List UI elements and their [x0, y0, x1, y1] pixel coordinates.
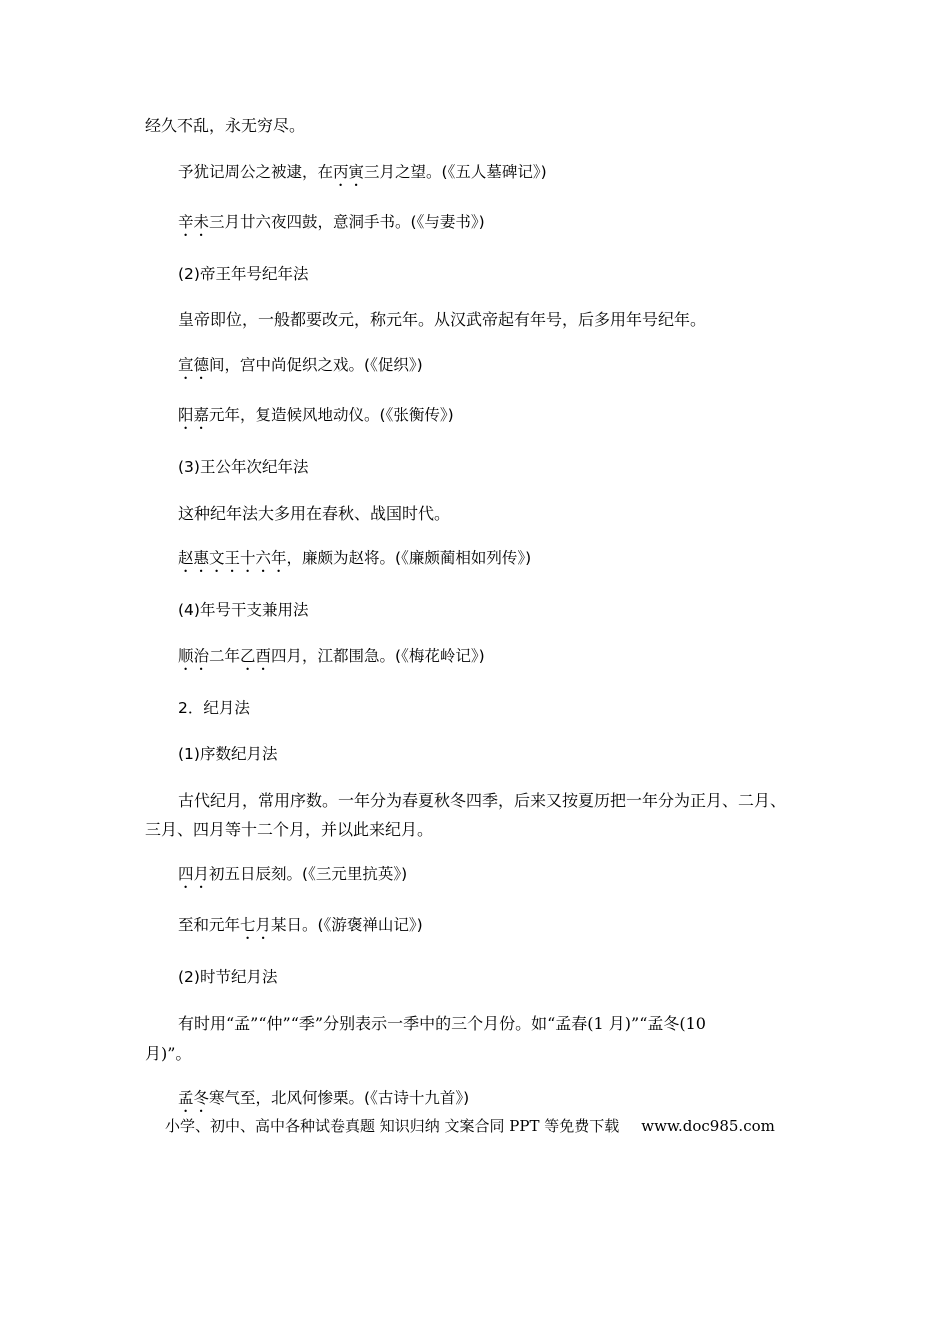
paragraph-line: 经久不乱，永无穷尽。: [145, 116, 306, 135]
example-text: 予犹记周公之被逮，在: [178, 163, 334, 181]
example-text: 三月之望。(《五人墓碑记》): [364, 163, 547, 181]
example-text: 初五日辰刻。(《三元里抗英》): [209, 865, 408, 883]
example-text: 四月，江都围急。(《梅花岭记》): [271, 647, 485, 665]
footer-url[interactable]: www.doc985.com: [641, 1117, 775, 1135]
example-line: [178, 162, 547, 190]
paragraph-line: 皇帝即位，一般都要改元，称元年。从汉武帝起有年号，后多用年号纪年。: [178, 310, 707, 329]
example-line: [178, 646, 485, 674]
example-text: ，廉颇为赵将。(《廉颇蔺相如列传》): [286, 549, 532, 567]
emphasized-text: 赵惠文王十六年: [178, 549, 287, 567]
example-text: 间，宫中尚促织之戏。(《促织》): [209, 356, 423, 374]
example-line: [178, 1088, 469, 1116]
example-line: [178, 405, 454, 433]
section-heading: (2)时节纪月法: [178, 968, 278, 986]
emphasized-text: 孟冬: [178, 1089, 210, 1107]
emphasized-text: 阳嘉: [178, 406, 210, 424]
emphasized-text: 七月: [240, 916, 272, 934]
paragraph-line: 有时用“孟”“仲”“季”分别表示一季中的三个月份。如“孟春(1 月)”“孟冬(10: [178, 1014, 706, 1033]
emphasized-text: 顺治: [178, 647, 210, 665]
example-text: 二年: [209, 647, 241, 665]
example-text: 元年，复造候风地动仪。(《张衡传》): [209, 406, 454, 424]
footer-text: 小学、初中、高中各种试卷真题 知识归纳 文案合同 PPT 等免费下载: [165, 1117, 620, 1135]
example-text: 三月廿六夜四鼓，意洞手书。(《与妻书》): [209, 213, 485, 231]
emphasized-text: 丙寅: [333, 163, 365, 181]
footer: [165, 1116, 775, 1136]
section-heading: (2)帝王年号纪年法: [178, 265, 309, 283]
example-line: [178, 915, 423, 943]
example-line: [178, 548, 531, 576]
paragraph-line: 月)”。: [145, 1044, 192, 1063]
example-text: 寒气至，北风何惨栗。(《古诗十九首》): [209, 1089, 470, 1107]
example-line: [178, 212, 485, 240]
emphasized-text: 辛未: [178, 213, 210, 231]
section-heading: (3)王公年次纪年法: [178, 458, 309, 476]
emphasized-text: 乙酉: [240, 647, 272, 665]
paragraph-line: 三月、四月等十二个月，并以此来纪月。: [145, 820, 434, 839]
example-line: [178, 864, 407, 892]
emphasized-text: 四月: [178, 865, 210, 883]
section-heading: 2．纪月法: [178, 699, 250, 717]
paragraph-line: 这种纪年法大多用在春秋、战国时代。: [178, 504, 451, 523]
example-line: [178, 355, 423, 383]
section-heading: (1)序数纪月法: [178, 745, 278, 763]
example-text: 某日。(《游褒禅山记》): [271, 916, 423, 934]
section-heading: (4)年号干支兼用法: [178, 601, 309, 619]
example-text: 至和元年: [178, 916, 241, 934]
paragraph-line: 古代纪月，常用序数。一年分为春夏秋冬四季，后来又按夏历把一年分为正月、二月、: [178, 791, 787, 810]
emphasized-text: 宣德: [178, 356, 210, 374]
